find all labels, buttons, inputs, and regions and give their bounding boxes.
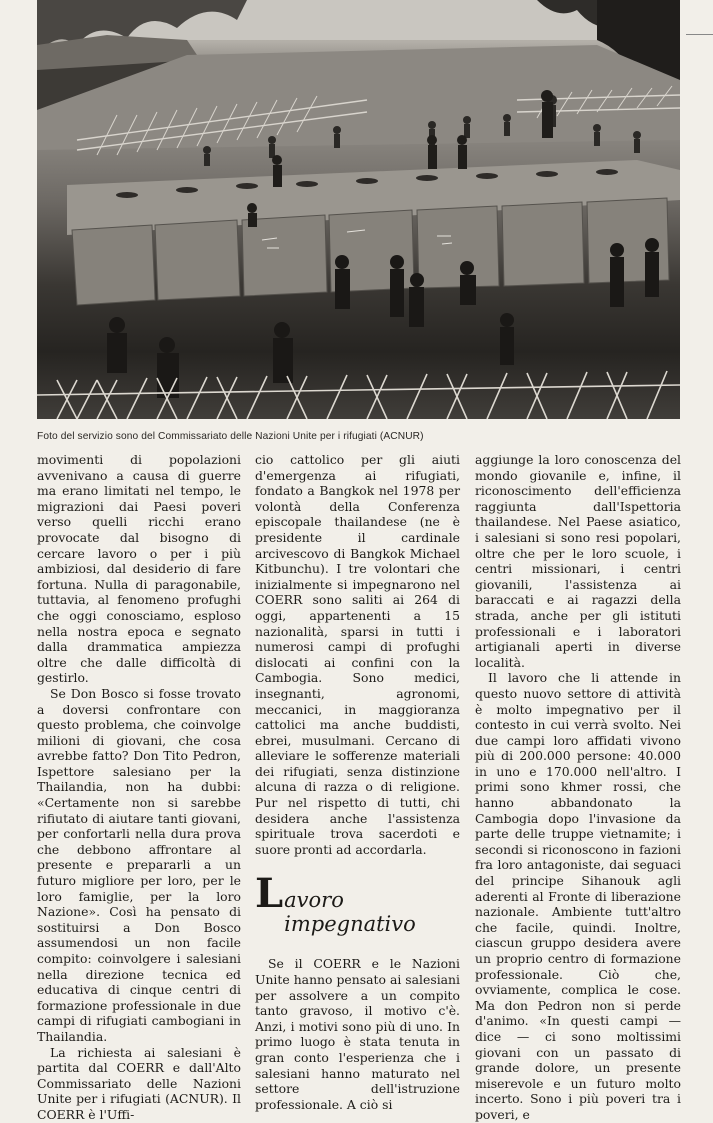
paragraph: La richiesta ai salesiani è partita dal COERR e dall'Alto Commissariato delle Nazioni Unite per i rifugiati (ACNUR). Il COERR è l'Uffi- (37, 1044, 241, 1122)
photo-illustration (37, 0, 680, 419)
text-column-2 (255, 452, 460, 1112)
paragraph: cio cattolico per gli aiuti d'emergenza ai rifugiati, fondato a Bangkok nel 1978 per volontà della Conferenza episcopale thailandese (ne è presidente il cardinale arcivescovo di Bangkok Michael Kitbunchu). I tre volontari che inizialmente si impegnarono nel COERR sono saliti ai 264 di oggi, appartenenti a 15 nazionalità, sparsi in tutti i numerosi campi di profughi dislocati ai confini con la Cambogia. Sono medici, insegnanti, agronomi, meccanici, in maggioranza cattolici ma anche buddisti, ebrei, musulmani. Cercano di alleviare le sofferenze materiali dei rifugiati, senza distinzione alcuna di razza o di religione. Pur nel rispetto di tutti, chi desidera anche l'assistenza spirituale trova sacerdoti e suore pronti ad accordarla. (255, 452, 460, 857)
paragraph: aggiunge la loro conoscenza del mondo giovanile e, infine, il riconoscimento dell'efficienza raggiunta dall'Ispettoria thailandese. Nel Paese asiatico, i salesiani si sono resi popolari, oltre che per le loro scuole, i centri missionari, i centri giovanili, l'assistenza ai baraccati e ai ragazzi della strada, anche per gli istituti professionali e i laboratori artigianali aperti in diverse località. (475, 452, 681, 670)
paragraph: Il lavoro che li attende in questo nuovo settore di attività è molto impegnativo per il contesto in cui verrà svolto. Nei due campi loro affidati vivono più di 200.000 persone: 40.000 in uno e 170.000 nell'altro. I primi sono khmer rossi, che hanno abbandonato la Cambogia dopo l'invasione da parte delle truppe vietnamite; i secondi si riconoscono in fazioni fra loro antagoniste, dai seguaci del principe Sihanouk agli aderenti al Fronte di liberazione nazionale. Ambiente tutt'altro che facile, quindi. Inoltre, ciascun gruppo desidera avere un proprio centro di formazione professionale. Ciò che, ovviamente, complica le cose. Ma don Pedron non si perde d'animo. «In questi campi — dice — ci sono moltissimi giovani con un passato di grande dolore, un presente miserevole e un futuro molto incerto. Sono i più poveri tra i poveri, e (475, 670, 681, 1122)
paragraph: Se Don Bosco si fosse trovato a doversi confrontare con questo problema, che coinvolge milioni di giovani, che cosa avrebbe fatto? Don Tito Pedron, Ispettore salesiano per la Thailandia, non ha dubbi: «Certamente non si sarebbe rifiutato di aiutare tanti giovani, per confortarli nella dura prova che debbono affrontare al presente e prepararli a un futuro migliore per loro, per le loro famiglie, per la loro Nazione». Così ha pensato di sostituirsi a Don Bosco assumendosi un non facile compito: coinvolgere i salesiani nella direzione tecnica ed educativa di cinque centri di formazione professionale in due campi di rifugiati cambogiani in Thailandia. (37, 685, 241, 1044)
text-column-1 (37, 452, 241, 1123)
paragraph: Se il COERR e le Nazioni Unite hanno pensato ai salesiani per assolvere a un compito tanto gravoso, il motivo c'è. Anzi, i motivi sono più di uno. In primo luogo è stata tenuta in gran conto l'esperienza che i salesiani hanno maturato nel settore dell'istruzione professionale. A ciò si (255, 956, 460, 1112)
section-heading-initial: L (255, 870, 284, 918)
margin-rule (686, 34, 713, 35)
section-heading-text: avoro impegnativo (284, 888, 416, 937)
text-column-3 (475, 452, 681, 1123)
section-heading (255, 870, 460, 937)
paragraph: movimenti di popolazioni avvenivano a causa di guerre ma erano limitati nel tempo, le migrazioni dai Paesi poveri verso quelli ricchi erano provocate dal bisogno di cercare lavoro o per i più ambiziosi, dal desiderio di fare fortuna. Nulla di paragonabile, tuttavia, al fenomeno profughi che oggi conosciamo, esploso nella nostra epoca e segnato dalla drammatica ampiezza oltre che dalle difficoltà di gestirlo. (37, 452, 241, 686)
photo-caption: Foto del servizio sono del Commissariato delle Nazioni Unite per i rifugiati (ACNUR) (37, 431, 424, 442)
refugee-camp-photo (37, 0, 680, 419)
